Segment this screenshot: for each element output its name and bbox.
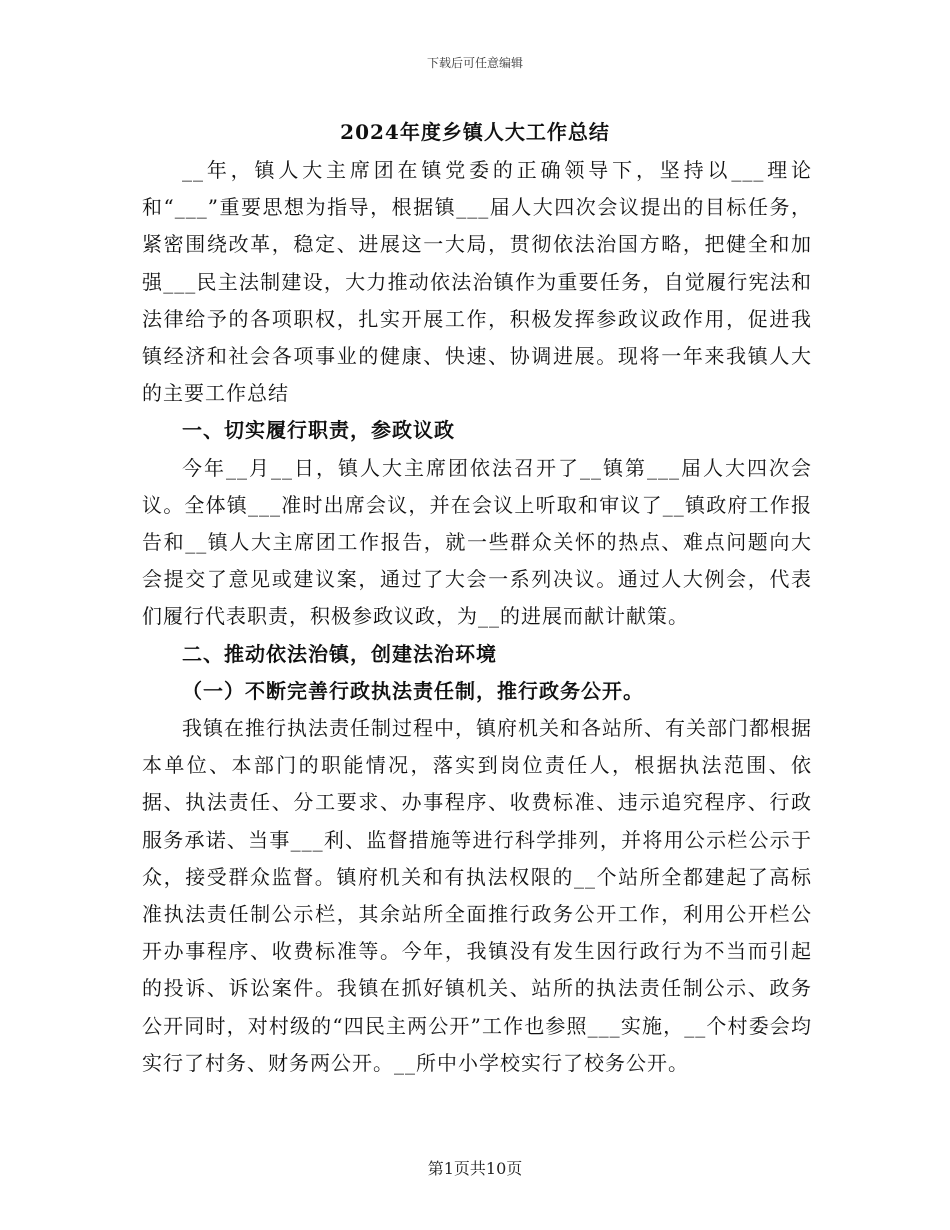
header-note: 下载后可任意编辑 [426,56,523,70]
section-heading-2: 二、推动依法治镇，创建法治环境 [182,641,497,666]
document-title: 2024年度乡镇人大工作总结 [340,120,610,144]
section1-paragraph: 今年__月__日，镇人大主席团依法召开了__镇第___届人大四次会议。全体镇___准时出席会议，并在会议上听取和审议了__镇政府工作报告和__镇人大主席团工作报告，就一些群众关怀的热点、难点问题向大会提交了意见或建议案，通过了大会一系列决议。通过人大例会，代表们履行代表职责，积极参政议政，为__的进展而献计献策。 [142,455,812,629]
subsection1-paragraph: 我镇在推行执法责任制过程中，镇府机关和各站所、有关部门都根据本单位、本部门的职能情况，落实到岗位责任人，根据执法范围、依据、执法责任、分工要求、办事程序、收费标准、违示追究程序、行政服务承诺、当事___利、监督措施等进行科学排列，并将用公示栏公示于众，接受群众监督。镇府机关和有执法权限的__个站所全都建起了高标准执法责任制公示栏，其余站所全面推行政务公开工作，利用公开栏公开办事程序、收费标准等。今年，我镇没有发生因行政行为不当而引起的投诉、诉讼案件。我镇在抓好镇机关、站所的执法责任制公示、政务公开同时，对村级的“四民主两公开”工作也参照___实施，__个村委会均实行了村务、财务两公开。__所中小学校实行了校务公开。 [142,716,812,1075]
document-body [142,152,812,1082]
page-number: 第1页共10页 [427,1159,523,1178]
subsection-heading-1: （一）不断完善行政执法责任制，推行政务公开。 [182,678,644,703]
section-heading-1: 一、切实履行职责，参政议政 [182,418,455,443]
intro-paragraph: __年，镇人大主席团在镇党委的正确领导下，坚持以___理论和“___”重要思想为指导，根据镇___届人大四次会议提出的目标任务，紧密围绕改革，稳定、进展这一大局，贯彻依法治国方略，把健全和加强___民主法制建设，大力推动依法治镇作为重要任务，自觉履行宪法和法律给予的各项职权，扎实开展工作，积极发挥参政议政作用，促进我镇经济和社会各项事业的健康、快速、协调进展。现将一年来我镇人大的主要工作总结 [142,158,812,406]
